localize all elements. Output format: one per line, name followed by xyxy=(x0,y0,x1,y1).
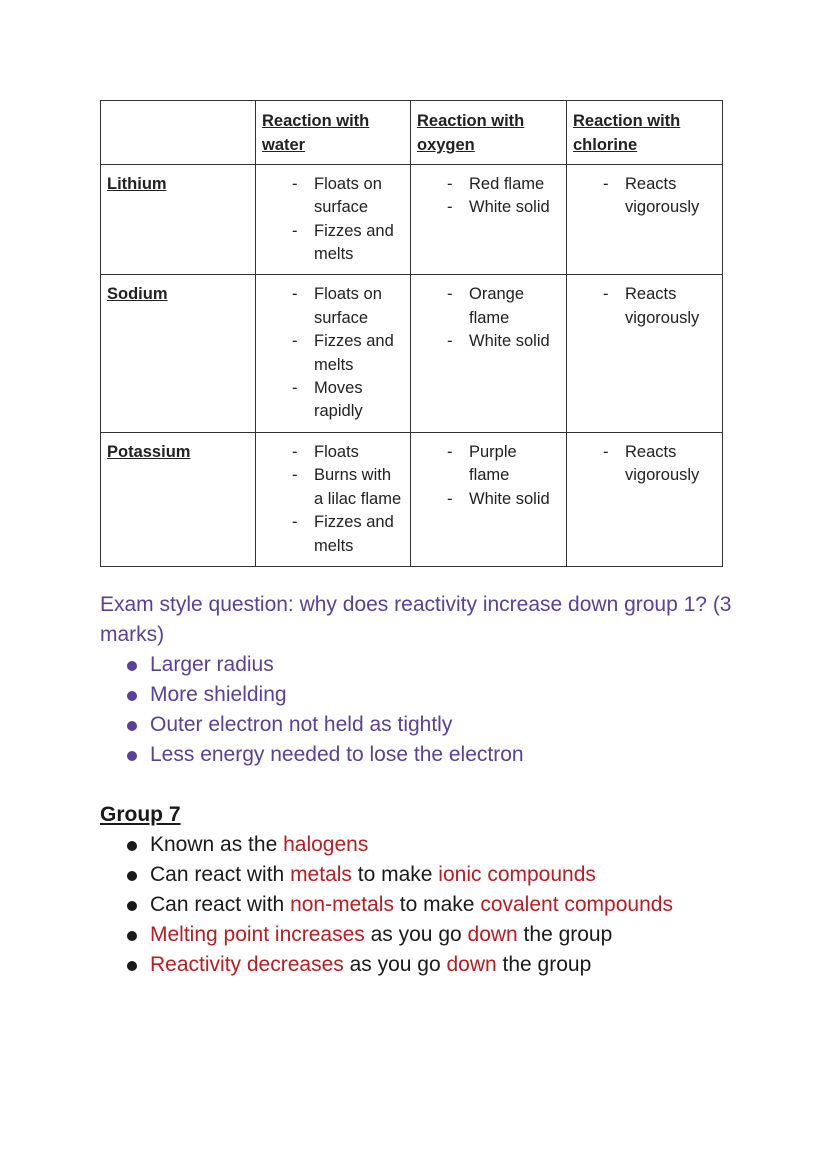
group7-point-list xyxy=(100,830,740,980)
section-heading: Group 7 xyxy=(100,803,181,826)
highlight-text: Melting point increases xyxy=(150,923,365,946)
list-item: - Purple flame xyxy=(417,441,560,488)
bullet-icon xyxy=(127,661,137,671)
bullet-icon xyxy=(127,961,137,971)
potassium-chlorine-cell xyxy=(567,432,723,566)
exam-question-text: Exam style question: why does reactivity increase down group 1? (3 marks) xyxy=(100,593,732,646)
list-item: - Orange flame xyxy=(417,283,560,330)
list-item: - Moves rapidly xyxy=(262,377,404,424)
list-item: - Fizzes and melts xyxy=(262,511,404,558)
header-empty-cell xyxy=(101,101,256,165)
potassium-oxygen-cell xyxy=(411,432,567,566)
text-run: the group xyxy=(517,923,613,946)
text-run: Can react with xyxy=(150,893,291,916)
list-item: - Reacts vigorously xyxy=(573,441,716,488)
list-item: - Floats xyxy=(262,441,404,464)
bullet-icon xyxy=(127,871,137,881)
list-item: - Floats on surface xyxy=(262,283,404,330)
highlight-text: Reactivity decreases xyxy=(150,953,344,976)
row-label-potassium: Potassium xyxy=(101,432,256,566)
list-item: - White solid xyxy=(417,330,560,353)
potassium-water-cell xyxy=(256,432,411,566)
list-item: Larger radius xyxy=(100,650,740,680)
highlight-text: metals xyxy=(290,863,352,886)
exam-answer-list xyxy=(100,650,740,770)
sodium-oxygen-cell xyxy=(411,275,567,432)
list-item: - White solid xyxy=(417,488,560,511)
text-run: as you go xyxy=(343,953,447,976)
exam-question-section xyxy=(100,590,740,770)
list-item: - Floats on surface xyxy=(262,173,404,220)
list-item: - White solid xyxy=(417,196,560,219)
sodium-chlorine-cell xyxy=(567,275,723,432)
list-item: - Red flame xyxy=(417,173,560,196)
list-item: - Burns with a lilac flame xyxy=(262,464,404,511)
list-item xyxy=(100,920,740,950)
highlight-text: down xyxy=(446,953,497,976)
list-item xyxy=(100,950,740,980)
text-run: to make xyxy=(351,863,439,886)
row-label-lithium: Lithium xyxy=(101,164,256,275)
highlight-text: non-metals xyxy=(290,893,394,916)
group1-properties-table xyxy=(100,100,723,567)
lithium-water-cell xyxy=(256,164,411,275)
bullet-icon xyxy=(127,841,137,851)
header-oxygen: Reaction with oxygen xyxy=(411,101,567,165)
list-item: Outer electron not held as tightly xyxy=(100,710,740,740)
header-chlorine: Reaction with chlorine xyxy=(567,101,723,165)
list-item: - Fizzes and melts xyxy=(262,220,404,267)
text-run: Can react with xyxy=(150,863,291,886)
list-item: - Fizzes and melts xyxy=(262,330,404,377)
table-header-row xyxy=(101,101,723,165)
list-item xyxy=(100,860,740,890)
table-row xyxy=(101,164,723,275)
text-run: as you go xyxy=(364,923,468,946)
highlight-text: down xyxy=(467,923,518,946)
bullet-icon xyxy=(127,931,137,941)
bullet-icon xyxy=(127,721,137,731)
highlight-text: halogens xyxy=(283,833,369,856)
bullet-icon xyxy=(127,691,137,701)
lithium-chlorine-cell xyxy=(567,164,723,275)
table-row xyxy=(101,275,723,432)
group7-section xyxy=(100,800,740,980)
list-item: More shielding xyxy=(100,680,740,710)
list-item xyxy=(100,890,740,920)
list-item: Less energy needed to lose the electron xyxy=(100,740,740,770)
row-label-sodium: Sodium xyxy=(101,275,256,432)
text-run: the group xyxy=(496,953,592,976)
header-water: Reaction with water xyxy=(256,101,411,165)
highlight-text: covalent compounds xyxy=(480,893,673,916)
table-row xyxy=(101,432,723,566)
bullet-icon xyxy=(127,901,137,911)
lithium-oxygen-cell xyxy=(411,164,567,275)
text-run: to make xyxy=(393,893,481,916)
highlight-text: ionic compounds xyxy=(438,863,596,886)
sodium-water-cell xyxy=(256,275,411,432)
text-run: Known as the xyxy=(150,833,284,856)
list-item: - Reacts vigorously xyxy=(573,283,716,330)
list-item: - Reacts vigorously xyxy=(573,173,716,220)
list-item xyxy=(100,830,740,860)
bullet-icon xyxy=(127,751,137,761)
